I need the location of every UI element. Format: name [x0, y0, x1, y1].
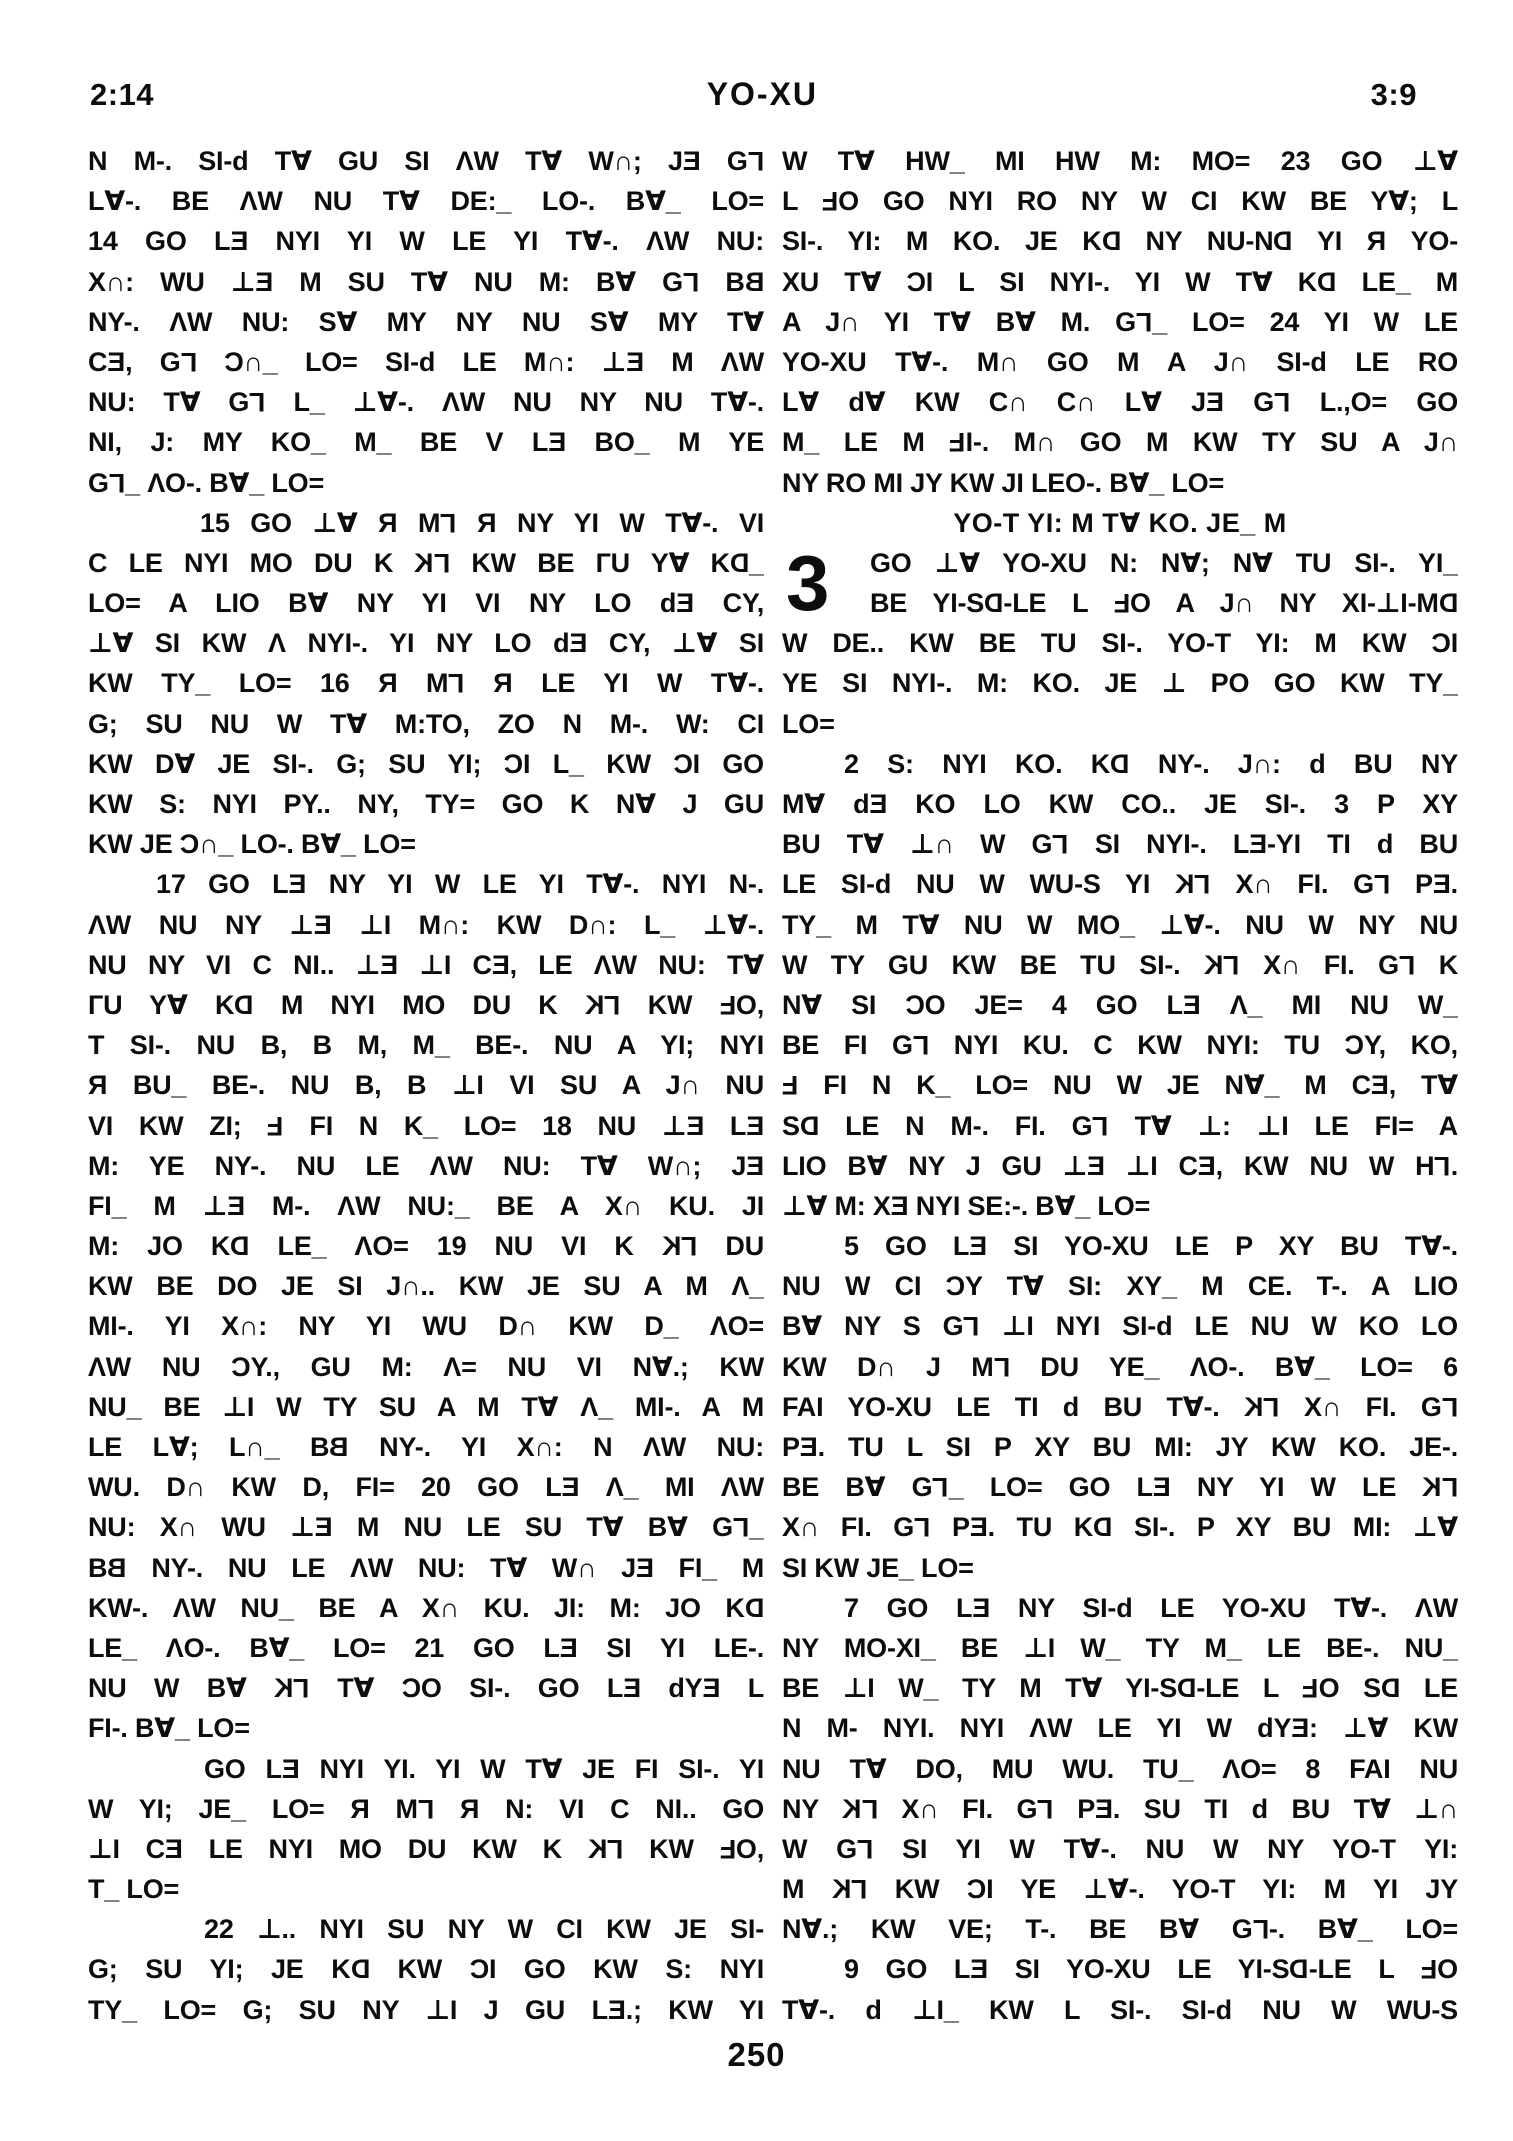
text-line: N M- NYI. NYI ΛW LE YI W dYƎ: ⊥∀ KW	[782, 1713, 1458, 1744]
header-chapter-verse-left: 2:14	[90, 77, 155, 112]
text-line: NY RO MI JY KW JI LEO-. B∀_ LO=	[782, 467, 1225, 498]
mirrored-letter: D	[234, 989, 254, 1020]
rotated-letter: F	[782, 1070, 799, 1101]
mirrored-letter: K	[414, 547, 434, 578]
mirrored-letter: D	[984, 588, 1004, 619]
mirrored-letter: D	[350, 1954, 370, 1985]
mirrored-letter: K	[831, 1874, 852, 1905]
text-line: LE SI-d NU W WU-S YI KL X∩ FI. GL PƎ.	[782, 864, 1458, 904]
text-line: MI-. YI X∩: NY YI WU D∩ KW D_ ΛO=	[88, 1311, 764, 1342]
rotated-letter: F	[821, 186, 839, 217]
text-line: W DE.. KW BE TU SI-. YO-T YI: M KW ƆI	[782, 628, 1458, 659]
rotated-letter: L	[856, 1834, 874, 1865]
text-line: A J∩ YI T∀ B∀ M. GL_ LO= 24 YI W LE	[782, 302, 1458, 342]
rotated-letter: L	[417, 1793, 435, 1824]
text-line: TY_ M T∀ NU W MO_ ⊥∀-. NU W NY NU	[782, 909, 1458, 940]
text-line: FAI YO-XU LE TI d BU T∀-. KL X∩ FI. GL	[782, 1387, 1458, 1427]
mirrored-letter: K	[584, 989, 605, 1020]
mirrored-letter: K	[1203, 949, 1224, 980]
text-line: BB NY-. NU LE ΛW NU: T∀ W∩ JƎ FI_ M	[88, 1548, 764, 1588]
mirrored-letter: B	[107, 1552, 127, 1583]
left-text-column	[88, 141, 764, 2030]
text-line: LO= A LIO B∀ NY YI VI NY LO dƎ CY,	[88, 588, 764, 619]
text-line: 15 GO ⊥∀ Я ML Я NY YI W T∀-. VI	[88, 503, 764, 543]
text-line: LE L∀; L∩_ BB NY-. YI X∩: N ΛW NU:	[88, 1427, 764, 1467]
page-header	[90, 76, 1417, 113]
rotated-letter: L	[440, 507, 457, 538]
text-line: 17 GO LƎ NY YI W LE YI T∀-. NYI N-.	[156, 869, 764, 900]
text-line: NY-. ΛW NU: S∀ MY NY NU S∀ MY T∀	[88, 306, 764, 337]
right-text-column	[782, 141, 1458, 2030]
text-line: NU: X∩ WU ⊥Ǝ M NU LE SU T∀ B∀ GL_	[88, 1507, 764, 1547]
text-line: KW-. ΛW NU_ BE A X∩ KU. JI: M: JO KD	[88, 1588, 764, 1628]
text-line: L∀-. BE ΛW NU T∀ DE:_ LO-. B∀_ LO=	[88, 186, 764, 217]
text-line: NU_ BE ⊥I W TY SU A M T∀ Λ_ MI-. A M	[88, 1391, 764, 1422]
text-line: X∩ FI. GL PƎ. TU KD SI-. P XY BU MI: ⊥∀	[782, 1507, 1458, 1547]
text-line: ΛW NU NY ⊥Ǝ ⊥I M∩: KW D∩: L_ ⊥∀-.	[88, 909, 764, 940]
text-line: NU W B∀ KL T∀ ƆO SI-. GO LƎ dYƎ L	[88, 1668, 764, 1708]
text-line: Я BU_ BE-. NU B, B ⊥I VI SU A J∩ NU	[88, 1070, 764, 1101]
rotated-letter: F	[1302, 1673, 1319, 1704]
rotated-letter: L	[732, 1512, 750, 1543]
text-line: G; SU YI; JE KD KW ƆI GO KW S: NYI	[88, 1949, 764, 1989]
text-line: KW D∩ J ML DU YE_ ΛO-. B∀_ LO= 6	[782, 1347, 1458, 1387]
text-line: L FO GO NYI RO NY W CI KW BE Y∀; L	[782, 181, 1458, 221]
rotated-letter: L	[914, 1512, 931, 1543]
text-line: M∀ dƎ KO LO KW CO.. JE SI-. 3 P XY	[782, 789, 1458, 819]
mirrored-letter: D	[799, 1110, 820, 1141]
rotated-letter: L	[604, 990, 621, 1021]
text-line: CƎ, GL Ɔ∩_ LO= SI-d LE M∩: ⊥Ǝ M ΛW	[88, 342, 764, 382]
text-line: N∀ SI ƆO JE= 4 GO LƎ Λ_ MI NU W_	[782, 989, 1458, 1020]
chapter-number: 3	[786, 538, 830, 627]
rotated-letter: F	[267, 1110, 284, 1141]
text-line: YE SI NYI-. M: KO. JE ⊥ PO GO KW TY_	[782, 668, 1458, 699]
text-line: FI_ M ⊥Ǝ M-. ΛW NU:_ BE A X∩ KU. JI	[88, 1190, 764, 1221]
text-line: YO-XU T∀-. M∩ GO M A J∩ SI-d LE RO	[782, 346, 1458, 377]
text-line: NY MO-XI_ BE ⊥I W_ TY M_ LE BE-. NU_	[782, 1632, 1458, 1663]
text-line: BE YI-SD-LE L FO A J∩ NY XI-⊥I-MD	[782, 583, 1458, 623]
rotated-letter: F	[719, 1834, 736, 1865]
text-line: BE B∀ GL_ LO= GO LƎ NY YI W LE KL	[782, 1467, 1458, 1507]
mirrored-letter: D	[1177, 1673, 1197, 1704]
rotated-letter: L	[1037, 1793, 1054, 1824]
rotated-letter: L	[681, 1231, 698, 1262]
text-line: PƎ. TU L SI P XY BU MI: JY KW KO. JE-.	[782, 1432, 1458, 1462]
rotated-letter: L	[932, 1472, 949, 1503]
text-line: L∀ d∀ KW C∩ C∩ L∀ JƎ GL L.,O= GO	[782, 382, 1458, 422]
rotated-letter: L	[1434, 1150, 1451, 1181]
text-line: 22 ⊥.. NYI SU NY W CI KW JE SI-	[204, 1914, 764, 1945]
text-line: T∀-. d ⊥I_ KW L SI-. SI-d NU W WU-S	[782, 1994, 1458, 2025]
text-line: F FI N K_ LO= NU W JE N∀_ M CƎ, T∀	[782, 1065, 1458, 1105]
text-line: M_ LE M FI-. M∩ GO M KW TY SU A J∩	[782, 422, 1458, 462]
mirrored-letter: D	[1093, 1512, 1113, 1543]
rotated-letter: L	[993, 1351, 1010, 1382]
mirrored-letter: K	[1175, 869, 1195, 900]
text-line: ⊥∀ SI KW Λ NYI-. YI NY LO dƎ CY, ⊥∀ SI	[88, 628, 764, 659]
rotated-letter: F	[1420, 1954, 1438, 1985]
rotated-letter: F	[719, 990, 736, 1021]
text-line: M: YE NY-. NU LE ΛW NU: T∀ W∩; JƎ	[88, 1150, 764, 1181]
text-line: M KL KW ƆI YE ⊥∀-. YO-T YI: M YI JY	[782, 1869, 1458, 1909]
text-line: GO ⊥∀ YO-XU N: N∀; N∀ TU SI-. YI_	[870, 547, 1458, 578]
rotated-letter: L	[108, 467, 126, 498]
rotated-letter: L	[249, 387, 266, 418]
text-line: T SI-. NU B, B M, M_ BE-. NU A YI; NYI	[88, 1030, 764, 1061]
text-line: WU. D∩ KW D, FI= 20 GO LƎ Λ_ MI ΛW	[88, 1472, 764, 1503]
text-line: SI-. YI: M KO. JE KD NY NU-ND YI Я YO-	[782, 221, 1458, 261]
text-line: VI KW ZI; F FI N K_ LO= 18 NU ⊥Ǝ LƎ	[88, 1106, 764, 1146]
rotated-letter: L	[861, 1793, 878, 1824]
mirrored-letter: D	[1380, 1673, 1401, 1704]
text-line: 9 GO LƎ SI YO-XU LE YI-SD-LE L FO	[782, 1949, 1458, 1989]
text-line: BU T∀ ⊥∩ W GL SI NYI-. LƎ-YI TI d BU	[782, 824, 1458, 864]
text-line: ΛW NU ƆY., GU M: Λ= NU VI N∀.; KW	[88, 1351, 764, 1382]
text-line: W YI; JE_ LO= Я ML Я N: VI C NI.. GO	[88, 1789, 764, 1829]
mirrored-letter: K	[842, 1793, 862, 1824]
mirrored-letter: D	[230, 1231, 250, 1262]
rotated-letter: F	[1113, 588, 1130, 619]
chapter-start-block	[782, 538, 1458, 627]
mirrored-letter: D	[1110, 748, 1130, 779]
rotated-letter: L	[1441, 1472, 1458, 1503]
text-line: KW JE Ɔ∩_ LO-. B∀_ LO=	[88, 829, 416, 860]
text-line: KW BE DO JE SI J∩.. KW JE SU A M Λ_	[88, 1271, 764, 1302]
text-line: ⊥∀ M: XƎ NYI SE:-. B∀_ LO=	[782, 1190, 1151, 1221]
section-heading: YO-T YI: M T∀ KO. JE_ M	[953, 507, 1287, 538]
rotated-letter: L	[747, 146, 764, 177]
rotated-letter: L	[1052, 829, 1069, 860]
text-line: W T∀ HW_ MI HW M: MO= 23 GO ⊥∀	[782, 146, 1458, 176]
mirrored-letter: K	[274, 1673, 294, 1704]
rotated-letter: L	[607, 1834, 624, 1865]
rotated-letter: L	[1252, 1914, 1269, 1945]
text-line: 14 GO LƎ NYI YI W LE YI T∀-. ΛW NU:	[88, 226, 764, 257]
rotated-letter: L	[180, 347, 197, 378]
text-line: C LE NYI MO DU K KL KW BE ГU Y∀ KD_	[88, 543, 764, 583]
text-line: M: JO KD LE_ ΛO= 19 NU VI K KL DU	[88, 1226, 764, 1266]
rotated-letter: L	[1223, 949, 1240, 980]
mirrored-letter: B	[744, 266, 764, 297]
text-line: NU T∀ DO, MU WU. TU_ ΛO= 8 FAI NU	[782, 1753, 1458, 1784]
text-line: XU T∀ ƆI L SI NYI-. YI W T∀ KD LE_ M	[782, 262, 1458, 302]
rotated-letter: L	[851, 1874, 868, 1905]
text-line: N M-. SI-d T∀ GU SI ΛW T∀ W∩; JƎ GL	[88, 141, 764, 181]
text-line: TY_ LO= G; SU NY ⊥I J GU LƎ.; KW YI	[88, 1994, 764, 2025]
page-number: 250	[727, 2036, 786, 2073]
rotated-letter: L	[1274, 387, 1291, 418]
page-footer	[0, 2036, 1513, 2074]
text-line: T_ LO=	[88, 1874, 180, 1905]
text-line: KW S: NYI PY.. NY, TY= GO K N∀ J GU	[88, 789, 764, 819]
rotated-letter: L	[963, 1311, 980, 1342]
header-chapter-verse-right: 3:9	[1370, 77, 1417, 112]
rotated-letter: L	[293, 1673, 310, 1704]
text-line: BE FI GL NYI KU. C KW NYI: TU ƆY, KO,	[782, 1025, 1458, 1065]
text-line: GL_ ΛO-. B∀_ LO=	[88, 463, 764, 503]
mirrored-letter: D	[744, 1592, 764, 1623]
text-line: ГU Y∀ KD M NYI MO DU K KL KW FO,	[88, 985, 764, 1025]
text-line: KW D∀ JE SI-. G; SU YI; ƆI L_ KW ƆI GO	[88, 748, 764, 779]
text-line: LO=	[782, 708, 835, 739]
rotated-letter: L	[1194, 869, 1211, 900]
mirrored-letter: D	[1101, 226, 1121, 257]
rotated-letter: L	[912, 1030, 930, 1061]
mirrored-letter: K	[1422, 1472, 1442, 1503]
mirrored-letter: D	[1438, 588, 1458, 619]
text-line: 5 GO LƎ SI YO-XU LE P XY BU T∀-.	[844, 1231, 1458, 1262]
text-line: NU: T∀ GL L_ ⊥∀-. ΛW NU NY NU T∀-.	[88, 382, 764, 422]
rotated-letter: L	[448, 668, 465, 699]
text-line: 2 S: NYI KO. KD NY-. J∩: d BU NY	[782, 744, 1458, 784]
rotated-letter: L	[682, 266, 700, 297]
rotated-letter: F	[949, 427, 966, 458]
text-line: SI KW JE_ LO=	[782, 1552, 974, 1583]
text-line: 7 GO LƎ NY SI-d LE YO-XU T∀-. ΛW	[844, 1592, 1458, 1623]
text-line: KW TY_ LO= 16 Я ML Я LE YI W T∀-.	[88, 663, 764, 703]
text-line: W TY GU KW BE TU SI-. KL X∩ FI. GL K	[782, 945, 1458, 985]
text-line: LE_ ΛO-. B∀_ LO= 21 GO LƎ SI YI LE-.	[88, 1632, 764, 1663]
text-line: G; SU NU W T∀ M:TO, ZO N M-. W: CI	[88, 708, 764, 739]
mirrored-letter: D	[1273, 226, 1293, 257]
mirrored-letter: K	[587, 1833, 608, 1864]
text-line: NY KL X∩ FI. GL PƎ. SU TI d BU T∀ ⊥∩	[782, 1789, 1458, 1829]
rotated-letter: L	[1441, 1392, 1458, 1423]
text-line: B∀ NY S GL ⊥I NYI SI-d LE NU W KO LO	[782, 1306, 1458, 1346]
text-line: SD LE N M-. FI. GL T∀ ⊥: ⊥I LE FI= A	[782, 1106, 1458, 1146]
text-line: GO LƎ NYI YI. YI W T∀ JE FI SI-. YI	[204, 1753, 764, 1784]
text-line: ⊥I CƎ LE NYI MO DU KW K KL KW FO,	[88, 1829, 764, 1869]
text-line: NU NY VI C NI.. ⊥Ǝ ⊥I CƎ, LE ΛW NU: T∀	[88, 949, 764, 980]
rotated-letter: L	[1373, 869, 1391, 900]
text-line: N∀.; KW VE; T-. BE B∀ GL-. B∀_ LO=	[782, 1909, 1458, 1949]
mirrored-letter: D	[1289, 1954, 1309, 1985]
rotated-letter: L	[1263, 1392, 1280, 1423]
rotated-letter: L	[1135, 306, 1153, 337]
text-line: NU W CI ƆY T∀ SI: XY_ M CE. T-. A LIO	[782, 1271, 1458, 1302]
rotated-letter: L	[1398, 949, 1416, 980]
text-line: LIO B∀ NY J GU ⊥Ǝ ⊥I CƎ, KW NU W HL.	[782, 1146, 1458, 1186]
text-line: NI, J: MY KO_ M_ BE V LƎ BO_ M YE	[88, 427, 764, 458]
book-title: YO-XU	[706, 76, 819, 112]
text-line: FI-. B∀_ LO=	[88, 1713, 250, 1744]
text-line: X∩: WU ⊥Ǝ M SU T∀ NU M: B∀ GL BB	[88, 262, 764, 302]
mirrored-letter: D	[1317, 266, 1337, 297]
text-line: BE ⊥I W_ TY M T∀ YI-SD-LE L FO SD LE	[782, 1668, 1458, 1708]
rotated-letter: L	[433, 548, 451, 579]
text-line: W GL SI YI W T∀-. NU W NY YO-T YI:	[782, 1829, 1458, 1869]
rotated-letter: L	[1092, 1110, 1109, 1141]
mirrored-letter: B	[329, 1432, 349, 1462]
mirrored-letter: K	[1244, 1391, 1264, 1422]
mirrored-letter: K	[661, 1231, 682, 1262]
mirrored-letter: D	[729, 547, 750, 578]
